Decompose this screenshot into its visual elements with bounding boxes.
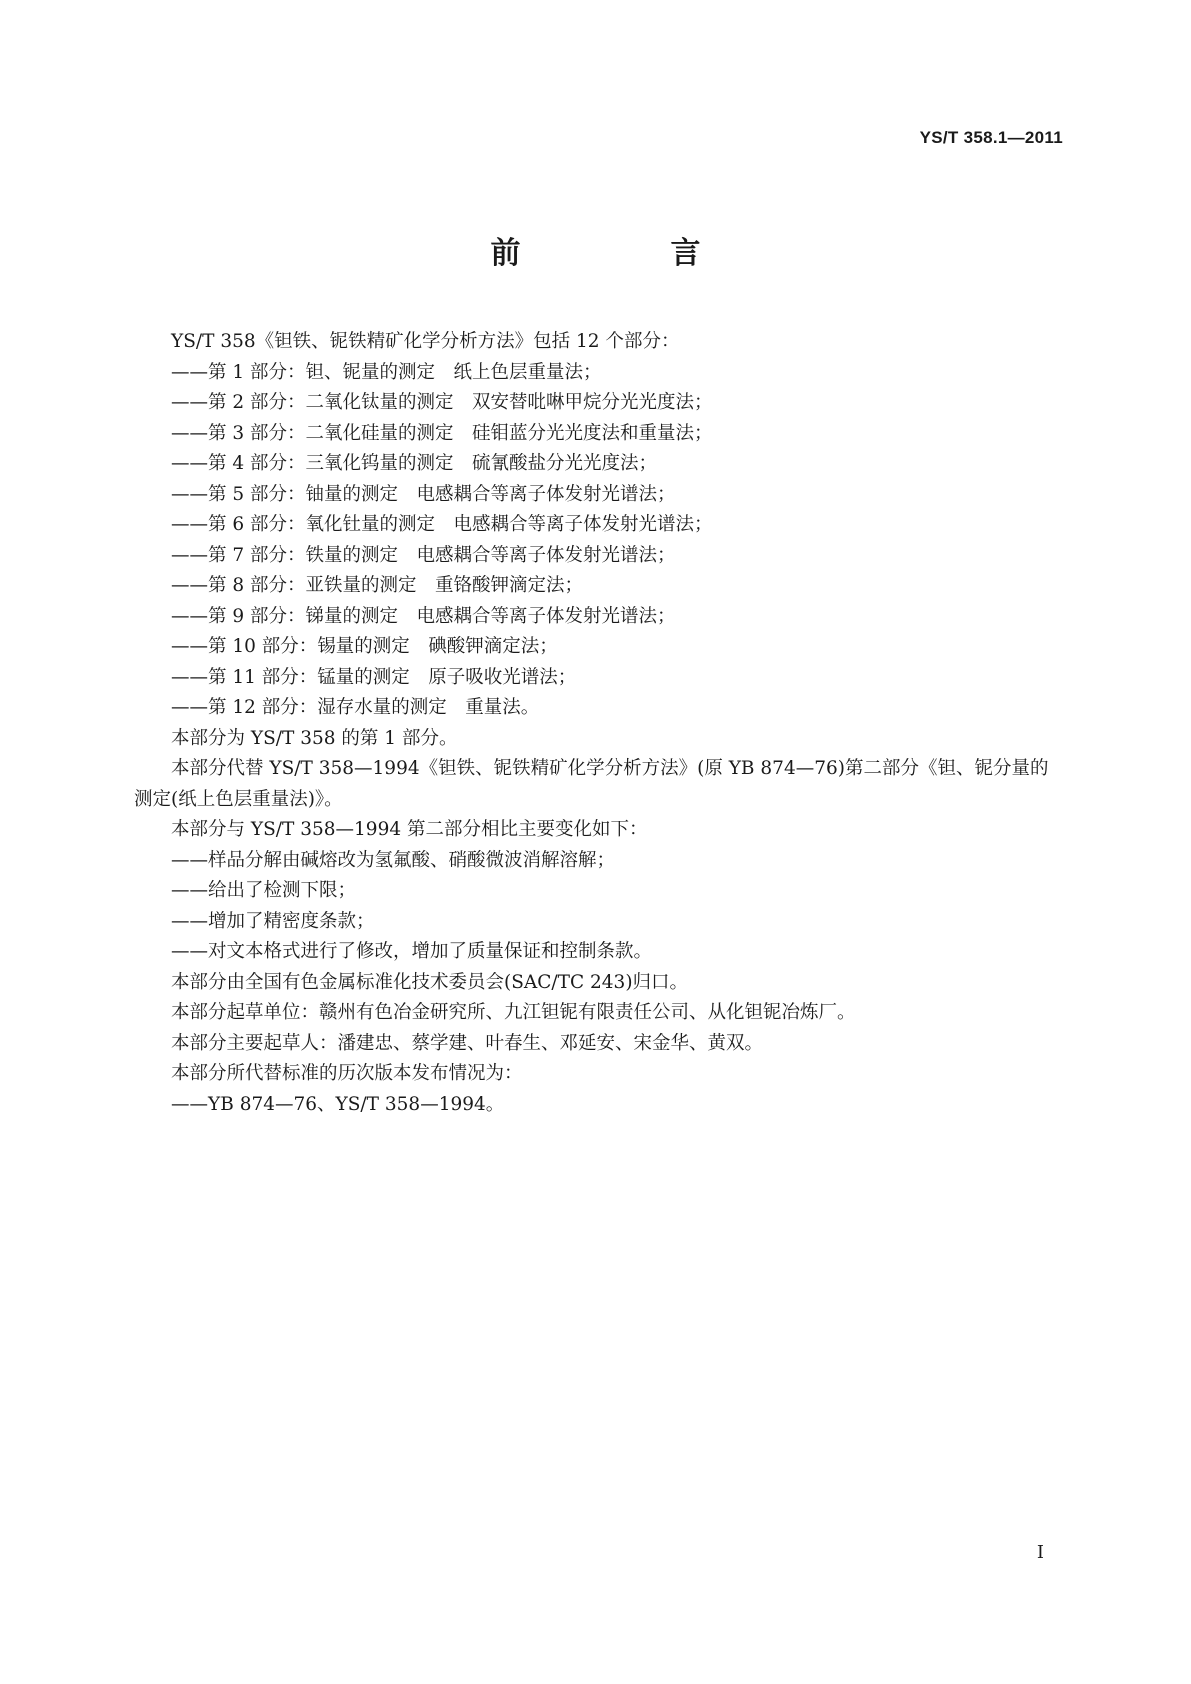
list-item-change-3: ——增加了精密度条款； <box>171 910 375 932</box>
replaces-paragraph: 本部分代替 YS/T 358—1994《钽铁、铌铁精矿化学分析方法》(原 YB 874—76)第二部分《钽、铌分量的测定(纸上色层重量法)》。 <box>134 758 1049 810</box>
list-item-part-3: ——第 3 部分：二氧化硅量的测定 硅钼蓝分光光度法和重量法； <box>171 422 713 444</box>
changes-intro-paragraph: 本部分与 YS/T 358—1994 第二部分相比主要变化如下： <box>171 819 648 840</box>
this-part-paragraph: 本部分为 YS/T 358 的第 1 部分。 <box>171 727 458 749</box>
history-intro-paragraph: 本部分所代替标准的历次版本发布情况为： <box>171 1063 523 1084</box>
list-item-part-5: ——第 5 部分：铀量的测定 电感耦合等离子体发射光谱法； <box>171 483 676 505</box>
list-item-part-8: ——第 8 部分：亚铁量的测定 重铬酸钾滴定法； <box>171 575 584 596</box>
page-title: 前 言 <box>490 236 761 271</box>
drafting-units-paragraph: 本部分起草单位：赣州有色冶金研究所、九江钽铌有限责任公司、从化钽铌冶炼厂。 <box>171 1002 856 1023</box>
standard-code: YS/T 358.1—2011 <box>919 128 1063 147</box>
drafters-paragraph: 本部分主要起草人：潘建忠、蔡学建、叶春生、邓延安、宋金华、黄双。 <box>171 1032 764 1054</box>
list-item-change-2: ——给出了检测下限； <box>171 880 357 901</box>
document-body <box>134 327 1064 1120</box>
list-item-part-11: ——第 11 部分：锰量的测定 原子吸收光谱法； <box>171 666 577 688</box>
list-item-part-1: ——第 1 部分：钽、铌量的测定 纸上色层重量法； <box>171 361 602 383</box>
list-item-history-1: ——YB 874—76、YS/T 358—1994。 <box>171 1093 505 1115</box>
list-item-change-1: ——样品分解由碱熔改为氢氟酸、硝酸微波消解溶解； <box>171 849 616 871</box>
proposed-by-paragraph: 本部分由全国有色金属标准化技术委员会(SAC/TC 243)归口。 <box>171 971 689 993</box>
list-item-part-10: ——第 10 部分：锡量的测定 碘酸钾滴定法； <box>171 636 558 657</box>
list-item-part-4: ——第 4 部分：三氧化钨量的测定 硫氰酸盐分光光度法； <box>171 453 658 474</box>
intro-paragraph: YS/T 358《钽铁、铌铁精矿化学分析方法》包括 12 个部分： <box>171 331 680 352</box>
list-item-part-12: ——第 12 部分：湿存水量的测定 重量法。 <box>171 697 540 718</box>
list-item-change-4: ——对文本格式进行了修改，增加了质量保证和控制条款。 <box>171 941 653 962</box>
list-item-part-6: ——第 6 部分：氧化钍量的测定 电感耦合等离子体发射光谱法； <box>171 514 713 535</box>
list-item-part-9: ——第 9 部分：锑量的测定 电感耦合等离子体发射光谱法； <box>171 605 676 627</box>
list-item-part-2: ——第 2 部分：二氧化钛量的测定 双安替吡啉甲烷分光光度法； <box>171 392 713 413</box>
page-number: I <box>1036 1542 1044 1563</box>
list-item-part-7: ——第 7 部分：铁量的测定 电感耦合等离子体发射光谱法； <box>171 544 676 566</box>
